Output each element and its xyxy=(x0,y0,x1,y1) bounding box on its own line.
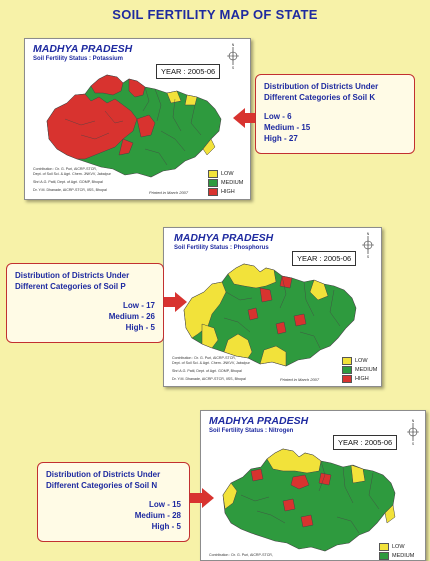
page-title: SOIL FERTILITY MAP OF STATE xyxy=(112,7,318,22)
legend-label: MEDIUM xyxy=(392,552,415,559)
distribution-heading-line1: Distribution of Districts Under xyxy=(15,271,130,280)
legend-swatch xyxy=(208,179,218,187)
legend-item-high xyxy=(208,187,243,196)
compass-north-letter: N xyxy=(231,43,235,47)
compass-south-letter: S xyxy=(411,442,415,445)
year-label: YEAR : 2005-06 xyxy=(156,64,220,79)
distribution-high: High - 5 xyxy=(151,522,181,531)
legend-item-medium xyxy=(208,178,243,187)
map-state-title: MADHYA PRADESH xyxy=(174,232,274,244)
legend-swatch xyxy=(342,357,352,365)
arrow-right-icon xyxy=(190,488,214,508)
legend-label: MEDIUM xyxy=(221,179,244,186)
credit-line: Dept. of Soil Sci. & Agri. Chem. JNKVV, Jabalpur xyxy=(172,361,250,365)
printed-date: Printed in March 2007 xyxy=(149,190,189,195)
compass-south-letter: S xyxy=(366,255,370,258)
distribution-heading-line1: Distribution of Districts Under xyxy=(264,82,379,91)
legend-label: LOW xyxy=(221,170,234,177)
map-subtitle: Soil Fertility Status : Nitrogen xyxy=(209,428,294,434)
legend-item-low xyxy=(379,542,414,551)
legend-label: LOW xyxy=(392,543,405,550)
arrow-left-icon xyxy=(233,108,257,128)
credit-line: Dr. Y.M. Dhanade, AICRP-STCR, IISS, Bhopal xyxy=(33,188,107,192)
credit-line: Contribution : Dr. G. Puri, AICRP-STCR, xyxy=(209,553,273,557)
distribution-medium: Medium - 26 xyxy=(108,312,155,321)
legend-label: MEDIUM xyxy=(355,366,378,373)
credit-line: Shri A.G. Patil, Dept. of Agri. GOMP, Bhopal xyxy=(33,180,103,184)
legend-swatch xyxy=(379,543,389,551)
map-credits xyxy=(33,167,111,193)
compass-south-letter: S xyxy=(231,66,235,69)
distribution-high: High - 5 xyxy=(125,323,155,332)
map-state-title: MADHYA PRADESH xyxy=(209,415,309,427)
map-legend xyxy=(342,356,377,383)
map-credits xyxy=(209,553,273,558)
map-subtitle: Soil Fertility Status : Phosphorus xyxy=(174,245,269,251)
distribution-heading-line2: Different Categories of Soil K xyxy=(264,93,376,102)
credit-line: Dept. of Soil Sci. & Agri. Chem. JNKVV, Jabalpur xyxy=(33,172,111,176)
credit-line: Dr. Y.M. Dhanade, AICRP-STCR, IISS, Bhopal xyxy=(172,377,246,381)
phosphorus-map-card xyxy=(163,227,382,387)
year-label: YEAR : 2005-06 xyxy=(333,435,397,450)
distribution-low: Low - 6 xyxy=(264,112,292,121)
distribution-medium: Medium - 28 xyxy=(134,511,181,520)
arrow-right-icon xyxy=(163,292,187,312)
legend-swatch xyxy=(379,552,389,560)
legend-swatch xyxy=(208,170,218,178)
printed-date: Printed in March 2007 xyxy=(280,377,320,382)
map-legend xyxy=(208,169,243,196)
map-subtitle: Soil Fertility Status : Potassium xyxy=(33,56,124,62)
credit-line: Shri A.G. Patil, Dept. of Agri. GOMP, Bhopal xyxy=(172,369,242,373)
credit-line: Contribution : Dr. G. Puri, AICRP-STCR, xyxy=(172,356,236,360)
distribution-heading-line1: Distribution of Districts Under xyxy=(46,470,161,479)
credit-line: Contribution : Dr. G. Puri, AICRP-STCR, xyxy=(33,167,97,171)
legend-swatch xyxy=(342,375,352,383)
nitrogen-distribution-box xyxy=(37,462,190,542)
distribution-low: Low - 17 xyxy=(122,301,155,310)
legend-swatch xyxy=(208,188,218,196)
compass-north-letter: N xyxy=(411,419,415,423)
map-state-title: MADHYA PRADESH xyxy=(33,43,133,55)
map-legend xyxy=(379,542,414,560)
distribution-medium: Medium - 15 xyxy=(264,123,311,132)
nitrogen-map-card xyxy=(200,410,426,561)
map-credits xyxy=(172,356,250,382)
distribution-heading-line2: Different Categories of Soil P xyxy=(15,282,126,291)
legend-item-low xyxy=(208,169,243,178)
nitrogen-district-map xyxy=(201,411,425,560)
legend-item-high xyxy=(342,374,377,383)
distribution-low: Low - 15 xyxy=(148,500,181,509)
legend-label: HIGH xyxy=(355,375,369,382)
distribution-heading-line2: Different Categories of Soil N xyxy=(46,481,158,490)
legend-item-low xyxy=(342,356,377,365)
legend-swatch xyxy=(342,366,352,374)
compass-north-letter: N xyxy=(366,232,370,236)
legend-item-medium xyxy=(342,365,377,374)
potassium-distribution-box xyxy=(255,74,415,154)
year-label: YEAR : 2005-06 xyxy=(292,251,356,266)
legend-label: LOW xyxy=(355,357,368,364)
distribution-high: High - 27 xyxy=(264,134,298,143)
potassium-map-card xyxy=(24,38,251,200)
phosphorus-distribution-box xyxy=(6,263,164,343)
legend-label: HIGH xyxy=(221,188,235,195)
